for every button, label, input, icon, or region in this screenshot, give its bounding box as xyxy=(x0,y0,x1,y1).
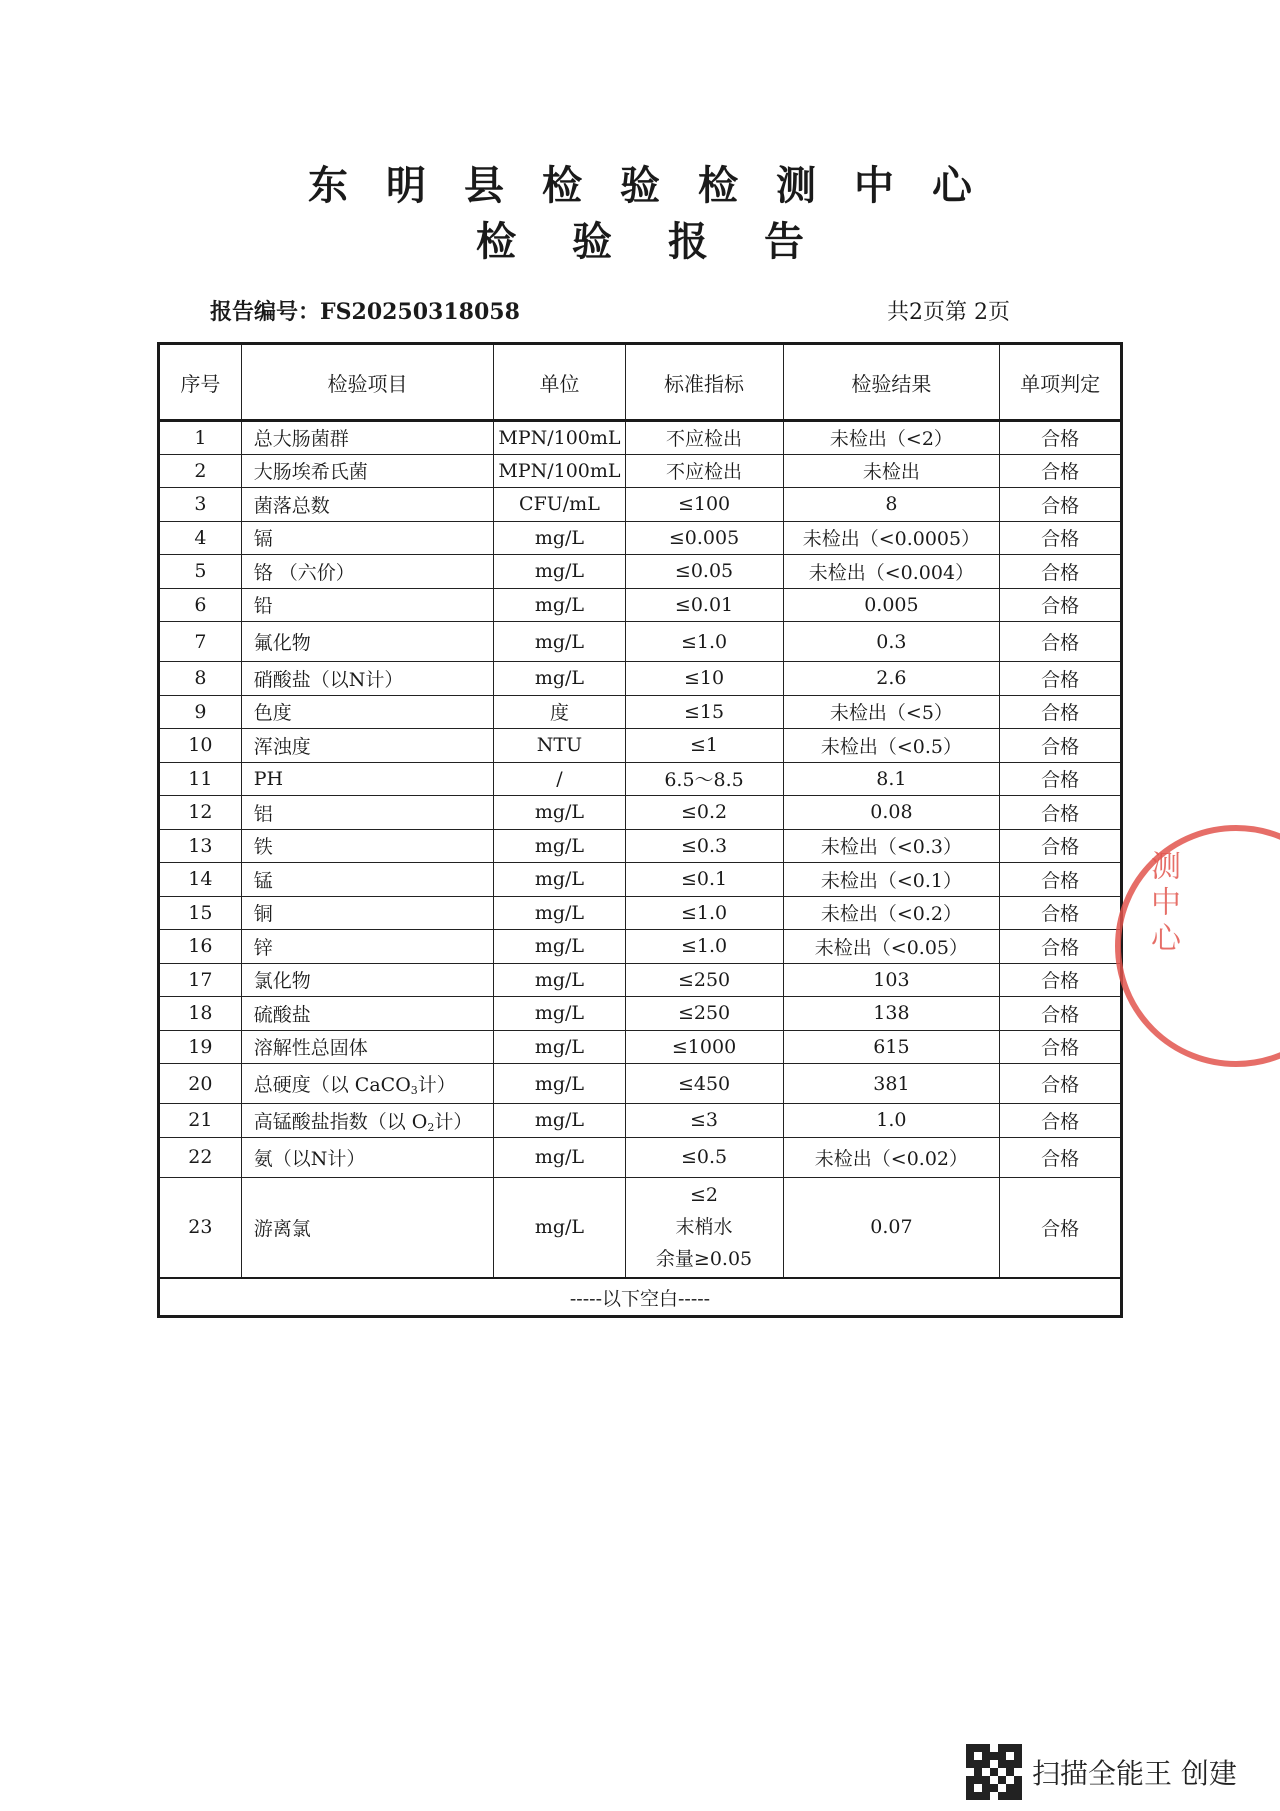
row-limit: ≤450 xyxy=(625,1064,783,1104)
table-row xyxy=(159,555,1122,589)
row-unit: mg/L xyxy=(494,662,625,696)
row-result: 未检出（<0.2） xyxy=(783,896,1000,930)
row-limit: ≤0.005 xyxy=(625,521,783,555)
row-limit: ≤100 xyxy=(625,488,783,522)
row-verdict: 合格 xyxy=(1000,421,1122,455)
row-item: 锌 xyxy=(241,930,494,964)
row-item-post: 计） xyxy=(434,1110,473,1133)
col-header-result: 检验结果 xyxy=(783,344,1000,421)
row-verdict: 合格 xyxy=(1000,622,1122,662)
table-row xyxy=(159,588,1122,622)
row-unit: 度 xyxy=(494,695,625,729)
row-unit: mg/L xyxy=(494,1064,625,1104)
col-header-verdict: 单项判定 xyxy=(1000,344,1122,421)
row-item-pre: 总硬度（以 CaCO xyxy=(253,1074,411,1096)
row-verdict: 合格 xyxy=(1000,488,1122,522)
col-header-unit: 单位 xyxy=(494,344,625,421)
row-no: 15 xyxy=(159,896,242,930)
table-row xyxy=(159,1137,1122,1177)
row-limit: ≤1.0 xyxy=(625,930,783,964)
row-no: 10 xyxy=(159,729,242,763)
row-item: 铜 xyxy=(241,896,494,930)
row-result: 未检出（<0.004） xyxy=(783,555,1000,589)
row-limit: 6.5～8.5 xyxy=(625,762,783,796)
row-unit: mg/L xyxy=(494,1030,625,1064)
row-no: 11 xyxy=(159,762,242,796)
row-item: 硫酸盐 xyxy=(241,997,494,1031)
row-no: 6 xyxy=(159,588,242,622)
row-unit: mg/L xyxy=(494,963,625,997)
row-result: 未检出（<0.3） xyxy=(783,829,1000,863)
table-row xyxy=(159,1104,1122,1138)
row-item: 锰 xyxy=(241,863,494,897)
row-item: 铬 （六价） xyxy=(241,555,494,589)
row-verdict: 合格 xyxy=(1000,762,1122,796)
row-result: 未检出 xyxy=(783,454,1000,488)
row-limit xyxy=(625,1177,783,1278)
row-unit: MPN/100mL xyxy=(494,454,625,488)
row-no: 12 xyxy=(159,796,242,830)
row-no: 21 xyxy=(159,1104,242,1138)
scanner-watermark xyxy=(966,1744,1237,1800)
row-verdict: 合格 xyxy=(1000,896,1122,930)
row-unit: CFU/mL xyxy=(494,488,625,522)
row-item xyxy=(241,1064,494,1104)
row-item-sub: 2 xyxy=(427,1120,435,1134)
row-limit: ≤10 xyxy=(625,662,783,696)
row-no: 4 xyxy=(159,521,242,555)
row-item: 色度 xyxy=(241,695,494,729)
row-result: 1.0 xyxy=(783,1104,1000,1138)
row-no: 2 xyxy=(159,454,242,488)
row-verdict: 合格 xyxy=(1000,555,1122,589)
row-no: 22 xyxy=(159,1137,242,1177)
org-title: 东明县检验检测中心 xyxy=(308,163,1010,209)
table-row xyxy=(159,729,1122,763)
row-unit: mg/L xyxy=(494,555,625,589)
row-verdict: 合格 xyxy=(1000,662,1122,696)
row-verdict: 合格 xyxy=(1000,695,1122,729)
row-item: 氯化物 xyxy=(241,963,494,997)
row-result: 未检出（<0.02） xyxy=(783,1137,1000,1177)
row-limit-line: 末梢水 xyxy=(675,1216,733,1239)
row-unit: mg/L xyxy=(494,930,625,964)
table-row xyxy=(159,896,1122,930)
row-no: 14 xyxy=(159,863,242,897)
row-limit: ≤0.05 xyxy=(625,555,783,589)
row-unit: mg/L xyxy=(494,588,625,622)
col-header-limit: 标准指标 xyxy=(625,344,783,421)
row-limit-line: 余量≥0.05 xyxy=(655,1248,753,1271)
row-result: 2.6 xyxy=(783,662,1000,696)
row-unit: mg/L xyxy=(494,622,625,662)
row-item: 总大肠菌群 xyxy=(241,421,494,455)
row-item: 氨（以N计） xyxy=(241,1137,494,1177)
row-limit: ≤250 xyxy=(625,963,783,997)
row-result: 未检出（<5） xyxy=(783,695,1000,729)
row-no: 8 xyxy=(159,662,242,696)
row-item: 溶解性总固体 xyxy=(241,1030,494,1064)
watermark-text: 扫描全能王 创建 xyxy=(1032,1757,1237,1790)
row-result: 未检出（<0.1） xyxy=(783,863,1000,897)
row-limit: ≤1.0 xyxy=(625,896,783,930)
row-no: 7 xyxy=(159,622,242,662)
row-limit: ≤1 xyxy=(625,729,783,763)
row-verdict: 合格 xyxy=(1000,454,1122,488)
row-verdict: 合格 xyxy=(1000,1177,1122,1278)
row-item: 铁 xyxy=(241,829,494,863)
row-item: 铅 xyxy=(241,588,494,622)
row-limit: ≤0.01 xyxy=(625,588,783,622)
row-result: 未检出（<2） xyxy=(783,421,1000,455)
page-info: 共2页第 2页 xyxy=(887,300,1010,325)
table-row xyxy=(159,930,1122,964)
table-row xyxy=(159,454,1122,488)
row-unit: / xyxy=(494,762,625,796)
row-limit: 不应检出 xyxy=(625,421,783,455)
row-result: 381 xyxy=(783,1064,1000,1104)
row-verdict: 合格 xyxy=(1000,729,1122,763)
table-row xyxy=(159,796,1122,830)
table-footer: -----以下空白----- xyxy=(159,1278,1122,1317)
row-verdict: 合格 xyxy=(1000,930,1122,964)
row-verdict: 合格 xyxy=(1000,963,1122,997)
row-limit: ≤1000 xyxy=(625,1030,783,1064)
row-unit: mg/L xyxy=(494,829,625,863)
row-limit: ≤0.2 xyxy=(625,796,783,830)
row-unit: mg/L xyxy=(494,997,625,1031)
qr-code-icon xyxy=(966,1744,1022,1800)
table-row xyxy=(159,863,1122,897)
row-unit: mg/L xyxy=(494,863,625,897)
row-no: 9 xyxy=(159,695,242,729)
row-verdict: 合格 xyxy=(1000,1137,1122,1177)
row-result: 103 xyxy=(783,963,1000,997)
row-unit: mg/L xyxy=(494,1104,625,1138)
row-limit: ≤250 xyxy=(625,997,783,1031)
row-verdict: 合格 xyxy=(1000,997,1122,1031)
row-no: 23 xyxy=(159,1177,242,1278)
row-no: 18 xyxy=(159,997,242,1031)
table-row xyxy=(159,762,1122,796)
row-unit: mg/L xyxy=(494,796,625,830)
row-unit: NTU xyxy=(494,729,625,763)
row-no: 1 xyxy=(159,421,242,455)
row-verdict: 合格 xyxy=(1000,829,1122,863)
row-item xyxy=(241,1104,494,1138)
row-no: 13 xyxy=(159,829,242,863)
row-result: 未检出（<0.0005） xyxy=(783,521,1000,555)
table-row xyxy=(159,963,1122,997)
table-row xyxy=(159,488,1122,522)
row-no: 19 xyxy=(159,1030,242,1064)
document-title: 检验报告 xyxy=(476,219,860,265)
table-row xyxy=(159,421,1122,455)
row-verdict: 合格 xyxy=(1000,521,1122,555)
inspection-table xyxy=(157,342,1123,1318)
row-limit-line: ≤2 xyxy=(690,1184,719,1207)
row-limit: ≤0.3 xyxy=(625,829,783,863)
row-item-pre: 高锰酸盐指数（以 O xyxy=(253,1110,428,1133)
row-result: 8 xyxy=(783,488,1000,522)
row-unit: mg/L xyxy=(494,1137,625,1177)
row-item: 镉 xyxy=(241,521,494,555)
row-result: 0.07 xyxy=(783,1177,1000,1278)
row-result: 0.005 xyxy=(783,588,1000,622)
row-item: 氟化物 xyxy=(241,622,494,662)
row-verdict: 合格 xyxy=(1000,863,1122,897)
stamp-text: 测中心 xyxy=(1145,850,1180,958)
row-limit: ≤1.0 xyxy=(625,622,783,662)
table-row xyxy=(159,1030,1122,1064)
row-unit: mg/L xyxy=(494,1177,625,1278)
row-item: 菌落总数 xyxy=(241,488,494,522)
row-no: 3 xyxy=(159,488,242,522)
row-limit: ≤3 xyxy=(625,1104,783,1138)
row-result: 0.08 xyxy=(783,796,1000,830)
row-item: 硝酸盐（以N计） xyxy=(241,662,494,696)
table-row xyxy=(159,829,1122,863)
row-result: 8.1 xyxy=(783,762,1000,796)
row-no: 17 xyxy=(159,963,242,997)
row-verdict: 合格 xyxy=(1000,1030,1122,1064)
row-limit: ≤0.1 xyxy=(625,863,783,897)
row-item-post: 计） xyxy=(417,1074,456,1096)
row-item: 浑浊度 xyxy=(241,729,494,763)
table-row xyxy=(159,695,1122,729)
row-limit: ≤15 xyxy=(625,695,783,729)
row-result: 未检出（<0.5） xyxy=(783,729,1000,763)
row-unit: mg/L xyxy=(494,521,625,555)
row-verdict: 合格 xyxy=(1000,796,1122,830)
col-header-no: 序号 xyxy=(159,344,242,421)
row-item: 铝 xyxy=(241,796,494,830)
row-result: 0.3 xyxy=(783,622,1000,662)
row-verdict: 合格 xyxy=(1000,588,1122,622)
row-limit: 不应检出 xyxy=(625,454,783,488)
row-item: 游离氯 xyxy=(241,1177,494,1278)
row-item: PH xyxy=(241,762,494,796)
table-row xyxy=(159,521,1122,555)
col-header-item: 检验项目 xyxy=(241,344,494,421)
table-row xyxy=(159,997,1122,1031)
table-row xyxy=(159,1064,1122,1104)
report-number: 报告编号：FS20250318058 xyxy=(210,299,520,325)
row-result: 138 xyxy=(783,997,1000,1031)
row-verdict: 合格 xyxy=(1000,1104,1122,1138)
row-unit: mg/L xyxy=(494,896,625,930)
row-limit: ≤0.5 xyxy=(625,1137,783,1177)
row-result: 未检出（<0.05） xyxy=(783,930,1000,964)
row-no: 5 xyxy=(159,555,242,589)
row-item-sub: 3 xyxy=(410,1084,418,1097)
row-no: 16 xyxy=(159,930,242,964)
row-result: 615 xyxy=(783,1030,1000,1064)
row-no: 20 xyxy=(159,1064,242,1104)
row-verdict: 合格 xyxy=(1000,1064,1122,1104)
table-row xyxy=(159,1177,1122,1278)
table-row xyxy=(159,622,1122,662)
row-unit: MPN/100mL xyxy=(494,421,625,455)
table-row xyxy=(159,662,1122,696)
row-item: 大肠埃希氏菌 xyxy=(241,454,494,488)
